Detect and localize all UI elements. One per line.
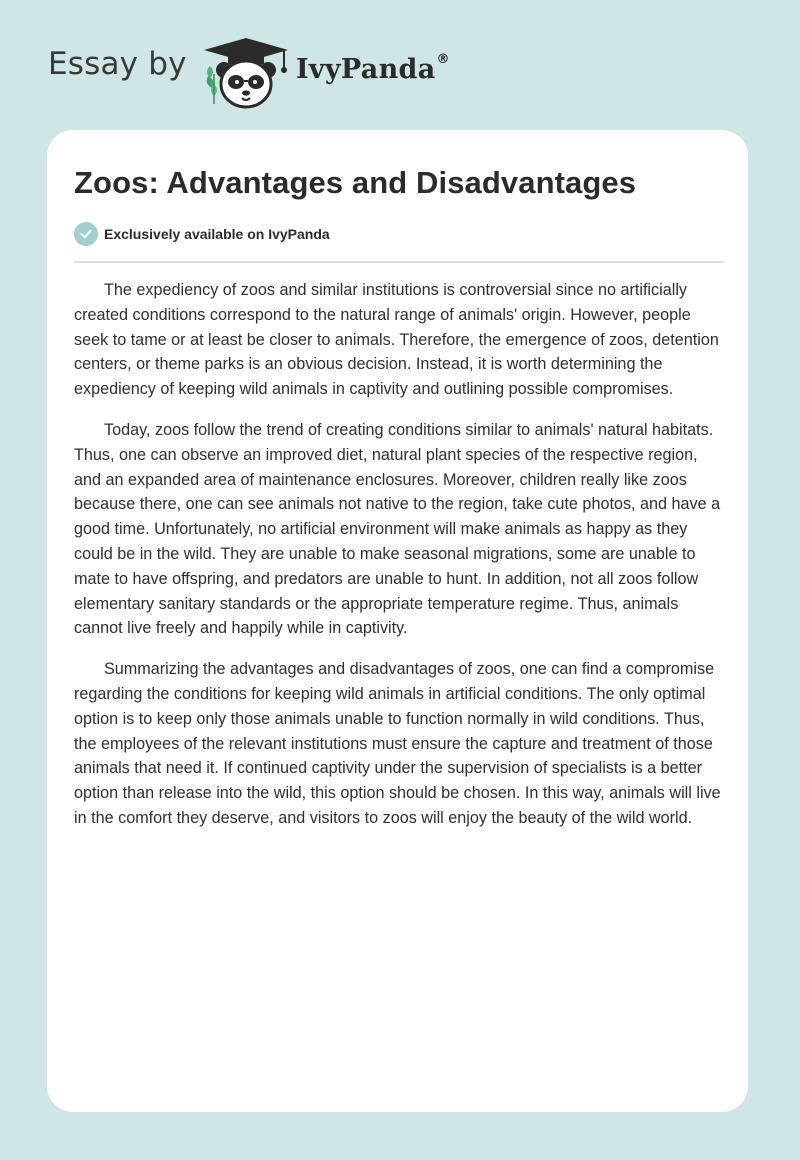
exclusive-badge: [74, 221, 330, 247]
brand-name[interactable]: [296, 54, 450, 85]
site-header: [0, 0, 800, 130]
essay-card: [47, 130, 748, 1112]
paragraph: Summarizing the advantages and disadvantages of zoos, one can find a compromise regarding the conditions for keeping wild animals in artificial conditions. The only optimal option is to keep only those animals unable to function normally in wild conditions. Thus, the employees of the relevant institutions must ensure the capture and treatment of those animals that need it. If continued captivity under the supervision of specialists is a better option than release into the wild, this option should be chosen. In this way, animals will live in the comfort they deserve, and visitors to zoos will enjoy the beauty of the wild world.: [74, 660, 721, 827]
page-title: Zoos: Advantages and Disadvantages: [74, 165, 637, 200]
registered-mark: ®: [436, 52, 450, 67]
check-circle-icon: [74, 222, 98, 246]
paragraph: Today, zoos follow the trend of creating conditions similar to animals' natural habitats. Thus, one can observe an improved diet, natural plant species of the respective region, and an expanded area of maintenance enclosures. Moreover, children really like zoos because there, one can see animals not native to the region, take cute photos, and have a good time. Unfortunately, no artificial environment will make animals as happy as they could be in the wild. They are unable to make seasonal migrations, some are unable to mate to have offspring, and predators are unable to hunt. In addition, not all zoos follow elementary sanitary standards or the appropriate temperature regime. Thus, animals cannot live freely and happily while in captivity.: [74, 420, 721, 638]
badge-text: Exclusively available on IvyPanda: [104, 226, 330, 242]
essay-body: [74, 278, 726, 847]
essay-by-label: Essay by: [48, 46, 187, 82]
divider: [74, 261, 724, 263]
panda-graduate-icon[interactable]: [200, 34, 292, 110]
brand-name-text: IvyPanda: [296, 54, 436, 85]
paragraph: The expediency of zoos and similar institutions is controversial since no artificially created conditions correspond to the natural range of animals' origin. However, people seek to tame or at least be closer to animals. Therefore, the emergence of zoos, detention centers, or theme parks is an obvious decision. Instead, it is worth determining the expediency of keeping wild animals in captivity and outlining possible compromises.: [74, 281, 719, 399]
